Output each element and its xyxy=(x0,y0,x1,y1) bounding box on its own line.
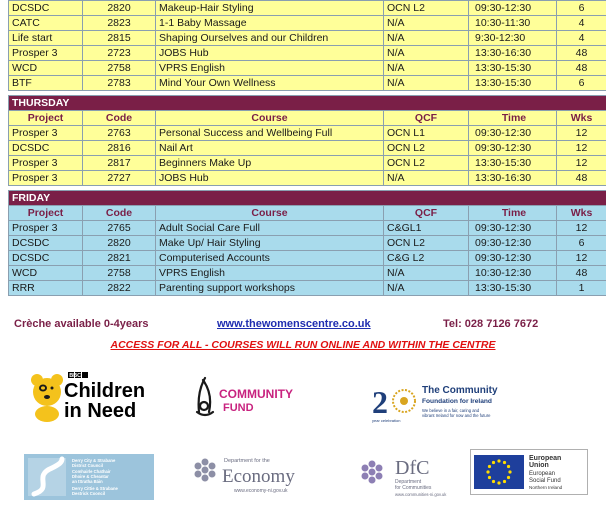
cell-qcf: N/A xyxy=(384,16,469,31)
header-course: Course xyxy=(156,206,384,221)
cell-time: 09:30-12:30 xyxy=(469,126,557,141)
cell-time: 09:30-12:30 xyxy=(469,251,557,266)
cell-wks: 12 xyxy=(557,156,606,171)
table-row xyxy=(9,141,606,156)
children-in-need-logo xyxy=(28,370,156,422)
cell-project: Prosper 3 xyxy=(9,171,83,186)
cell-project: WCD xyxy=(9,61,83,76)
cell-wks: 4 xyxy=(557,31,606,46)
dcsdc-line5: an tSratha Báin xyxy=(72,479,103,484)
table-row xyxy=(9,156,606,171)
header-code: Code xyxy=(83,111,156,126)
telephone: Tel: 028 7126 7672 xyxy=(443,318,539,330)
cell-code: 2817 xyxy=(83,156,156,171)
cell-project: Prosper 3 xyxy=(9,221,83,236)
cell-qcf: N/A xyxy=(384,266,469,281)
cell-code: 2821 xyxy=(83,251,156,266)
cell-project: RRR xyxy=(9,281,83,296)
cell-project: Prosper 3 xyxy=(9,156,83,171)
day-heading: FRIDAY xyxy=(9,191,606,206)
creche-note: Crèche available 0-4years xyxy=(14,318,149,330)
eu-star xyxy=(497,459,500,462)
eu-star xyxy=(503,461,506,464)
eu-star xyxy=(508,470,511,473)
crossed-fingers-icon xyxy=(197,378,213,415)
cell-code: 2815 xyxy=(83,31,156,46)
eu-star xyxy=(492,480,495,483)
cell-time: 09:30-12:30 xyxy=(469,236,557,251)
cell-course: JOBS Hub xyxy=(156,171,384,186)
cell-course: Beginners Make Up xyxy=(156,156,384,171)
cell-course: Personal Success and Wellbeing Full xyxy=(156,126,384,141)
cell-time: 09:30-12:30 xyxy=(469,1,557,16)
eu-star xyxy=(507,465,510,468)
table-row xyxy=(9,251,606,266)
cell-wks: 6 xyxy=(557,236,606,251)
cell-course: Computerised Accounts xyxy=(156,251,384,266)
cell-qcf: OCN L2 xyxy=(384,141,469,156)
cell-course: Shaping Ourselves and our Children xyxy=(156,31,384,46)
cell-qcf: N/A xyxy=(384,171,469,186)
eu-line1: European xyxy=(529,455,562,462)
dcsdc-logo xyxy=(24,454,154,500)
cell-course: Parenting support workshops xyxy=(156,281,384,296)
cell-time: 9:30-12:30 xyxy=(469,31,557,46)
column-header-row xyxy=(9,111,606,126)
pudsey-bear-icon xyxy=(31,374,63,422)
cell-course: VPRS English xyxy=(156,266,384,281)
cell-project: BTF xyxy=(9,76,83,91)
friday-section xyxy=(9,191,606,296)
cfi-tag2: vibrant Ireland for now and the future xyxy=(422,413,491,418)
cell-course: Adult Social Care Full xyxy=(156,221,384,236)
cfi-line1: The Community xyxy=(422,385,498,396)
cell-project: CATC xyxy=(9,16,83,31)
cell-wks: 48 xyxy=(557,46,606,61)
cell-code: 2820 xyxy=(83,1,156,16)
community-fund-logo xyxy=(193,372,305,420)
table-row xyxy=(9,1,606,16)
cell-wks: 4 xyxy=(557,16,606,31)
cell-course: Mind Your Own Wellness xyxy=(156,76,384,91)
cin-line1: Children xyxy=(64,380,146,402)
cell-code: 2820 xyxy=(83,236,156,251)
eu-line5: Northern Ireland xyxy=(529,485,563,490)
header-wks: Wks xyxy=(557,206,606,221)
cfi-tag1: We believe in a fair, caring and xyxy=(422,408,480,413)
cell-wks: 12 xyxy=(557,126,606,141)
header-time: Time xyxy=(469,206,557,221)
eu-star xyxy=(507,476,510,479)
cf-line1: COMMUNITY xyxy=(219,387,293,401)
cfi-line2: Foundation for Ireland xyxy=(422,398,492,405)
dcsdc-line7: Destrick Cooncil xyxy=(72,491,106,496)
table-row xyxy=(9,236,606,251)
eu-social-fund-logo xyxy=(470,449,588,495)
dfc-line2: for Communities xyxy=(395,485,432,491)
cell-project: Prosper 3 xyxy=(9,126,83,141)
cell-time: 09:30-12:30 xyxy=(469,221,557,236)
dcsdc-line1: Derry City & Strabane xyxy=(72,458,116,463)
cell-time: 10:30-12:30 xyxy=(469,266,557,281)
cell-wks: 6 xyxy=(557,76,606,91)
badge-text: year celebration xyxy=(372,418,401,423)
table-row xyxy=(9,76,606,91)
cell-time: 13:30-15:30 xyxy=(469,76,557,91)
cell-qcf: N/A xyxy=(384,61,469,76)
cell-code: 2822 xyxy=(83,281,156,296)
eu-line2: Union xyxy=(529,462,549,469)
header-time: Time xyxy=(469,111,557,126)
hexagon-cluster-icon xyxy=(362,461,383,484)
cell-project: DCSDC xyxy=(9,251,83,266)
eu-star xyxy=(488,476,491,479)
cell-wks: 48 xyxy=(557,171,606,186)
table-row xyxy=(9,281,606,296)
cell-code: 2723 xyxy=(83,46,156,61)
econ-name: Economy xyxy=(222,466,295,487)
header-wks: Wks xyxy=(557,111,606,126)
cell-wks: 6 xyxy=(557,1,606,16)
day-heading-row xyxy=(9,96,606,111)
svg-text:2: 2 xyxy=(372,384,388,420)
day-heading-row xyxy=(9,191,606,206)
cell-code: 2765 xyxy=(83,221,156,236)
table-row xyxy=(9,16,606,31)
table-row xyxy=(9,46,606,61)
schedule-sheet xyxy=(8,0,606,296)
cell-time: 13:30-15:30 xyxy=(469,61,557,76)
dfc-name: DfC xyxy=(395,457,430,479)
eu-star xyxy=(488,465,491,468)
bbc-mark: BBC xyxy=(69,373,82,379)
economy-logo xyxy=(190,452,308,498)
cf-line2: FUND xyxy=(223,402,254,414)
cell-code: 2758 xyxy=(83,61,156,76)
cell-course: JOBS Hub xyxy=(156,46,384,61)
table-row xyxy=(9,31,606,46)
cell-wks: 1 xyxy=(557,281,606,296)
eu-star xyxy=(486,470,489,473)
dfc-logo xyxy=(357,454,467,500)
cell-qcf: OCN L2 xyxy=(384,236,469,251)
cell-time: 09:30-12:30 xyxy=(469,141,557,156)
cell-course: 1-1 Baby Massage xyxy=(156,16,384,31)
cell-time: 13:30-16:30 xyxy=(469,171,557,186)
cell-code: 2727 xyxy=(83,171,156,186)
header-project: Project xyxy=(9,206,83,221)
header-qcf: QCF xyxy=(384,111,469,126)
cell-qcf: C&G L2 xyxy=(384,251,469,266)
header-code: Code xyxy=(83,206,156,221)
dcsdc-line2: District Council xyxy=(72,463,103,468)
eu-star xyxy=(503,480,506,483)
eu-star xyxy=(492,461,495,464)
cell-code: 2783 xyxy=(83,76,156,91)
river-swirl-icon xyxy=(28,458,66,496)
thursday-section xyxy=(9,96,606,186)
eu-line4: Social Fund xyxy=(529,478,561,484)
cell-time: 13:30-15:30 xyxy=(469,156,557,171)
cell-project: DCSDC xyxy=(9,141,83,156)
cell-qcf: OCN L2 xyxy=(384,156,469,171)
eu-line3: European xyxy=(529,471,556,477)
cell-qcf: C&GL1 xyxy=(384,221,469,236)
eu-flag-icon xyxy=(474,455,524,489)
cell-code: 2823 xyxy=(83,16,156,31)
cell-project: Prosper 3 xyxy=(9,46,83,61)
cell-project: DCSDC xyxy=(9,1,83,16)
cell-course: Make Up/ Hair Styling xyxy=(156,236,384,251)
column-header-row xyxy=(9,206,606,221)
cell-wks: 48 xyxy=(557,61,606,76)
header-project: Project xyxy=(9,111,83,126)
table-row xyxy=(9,171,606,186)
table-row xyxy=(9,266,606,281)
wednesday-rows xyxy=(9,1,606,91)
cell-qcf: N/A xyxy=(384,31,469,46)
dcsdc-line6: Derry Cittie & Strabane xyxy=(72,486,118,491)
cell-wks: 12 xyxy=(557,141,606,156)
cell-time: 13:30-15:30 xyxy=(469,281,557,296)
eu-star xyxy=(497,481,500,484)
cell-time: 13:30-16:30 xyxy=(469,46,557,61)
community-foundation-logo xyxy=(370,379,510,425)
dcsdc-line4: Dhoire & Cheantar xyxy=(72,474,109,479)
dcsdc-line3: Comhairle Chathair xyxy=(72,469,111,474)
cin-line2: in Need xyxy=(64,400,137,422)
cell-qcf: N/A xyxy=(384,281,469,296)
footer-contact xyxy=(0,318,606,332)
cell-course: Nail Art xyxy=(156,141,384,156)
access-notice: ACCESS FOR ALL - COURSES WILL RUN ONLINE AND WITHIN THE CENTRE xyxy=(110,339,496,351)
cell-course: VPRS English xyxy=(156,61,384,76)
cell-time: 10:30-11:30 xyxy=(469,16,557,31)
cell-project: WCD xyxy=(9,266,83,281)
cell-project: Life start xyxy=(9,31,83,46)
cell-wks: 12 xyxy=(557,221,606,236)
cell-qcf: N/A xyxy=(384,46,469,61)
table-row xyxy=(9,126,606,141)
cell-wks: 48 xyxy=(557,266,606,281)
header-qcf: QCF xyxy=(384,206,469,221)
table-row xyxy=(9,61,606,76)
day-heading: THURSDAY xyxy=(9,96,606,111)
econ-dept: Department for the xyxy=(224,458,270,464)
dfc-url: www.communities-ni.gov.uk xyxy=(395,492,447,497)
cell-project: DCSDC xyxy=(9,236,83,251)
cell-code: 2758 xyxy=(83,266,156,281)
cell-qcf: OCN L2 xyxy=(384,1,469,16)
cell-code: 2763 xyxy=(83,126,156,141)
cell-qcf: OCN L1 xyxy=(384,126,469,141)
website-link[interactable]: www.thewomenscentre.co.uk xyxy=(217,318,371,330)
header-course: Course xyxy=(156,111,384,126)
schedule-table xyxy=(8,0,606,296)
cell-qcf: N/A xyxy=(384,76,469,91)
cell-code: 2816 xyxy=(83,141,156,156)
twenty-year-badge-icon xyxy=(372,384,415,423)
cell-wks: 12 xyxy=(557,251,606,266)
cell-course: Makeup-Hair Styling xyxy=(156,1,384,16)
econ-url: www.economy-ni.gov.uk xyxy=(234,488,288,494)
table-row xyxy=(9,221,606,236)
hexagon-cluster-icon xyxy=(195,459,216,482)
dfc-line1: Department xyxy=(395,479,422,485)
